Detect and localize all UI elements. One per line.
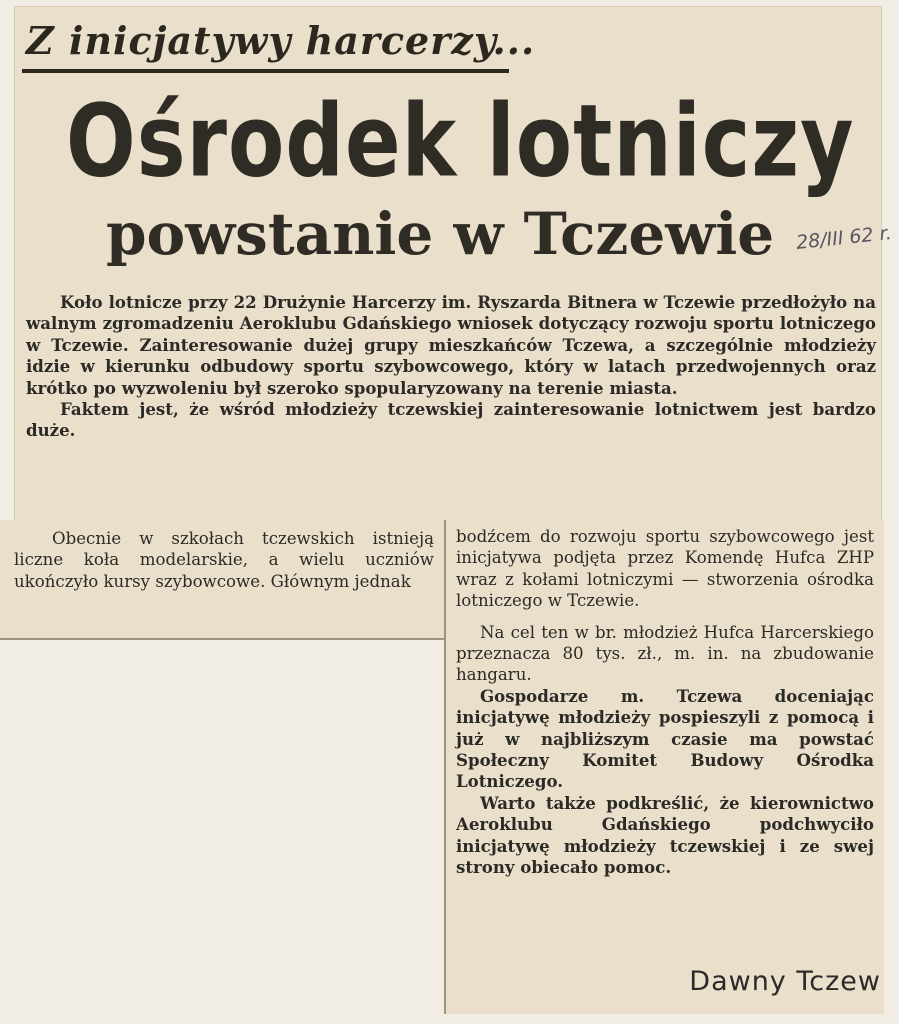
- article-column-left: [14, 528, 434, 592]
- watermark-text: Dawny Tczew: [689, 966, 881, 997]
- article-lead: [26, 292, 876, 442]
- column-right-paragraph: Gospodarze m. Tczewa doceniając inicjatywę młodzieży pospieszyli z pomocą i już w najbliższym czasie ma powstać Społeczny Komitet Budowy Ośrodka Lotniczego.: [456, 685, 874, 792]
- column-right-paragraph: Na cel ten w br. młodzież Hufca Harcerskiego przeznacza 80 tys. zł., m. in. na zbudowanie hangaru.: [456, 622, 874, 685]
- column-left-paragraph: Obecnie w szkołach tczewskich istnieją liczne koła modelarskie, a wielu uczniów ukończyło kursy szybowcowe. Głównym jednak: [14, 529, 434, 591]
- handwritten-date-note: 28/III 62 r.: [795, 222, 893, 254]
- article-column-right: [456, 526, 874, 879]
- article-headline: Ośrodek lotniczy: [66, 84, 855, 200]
- kicker-underline: [22, 69, 509, 73]
- article-subheadline: powstanie w Tczewie: [106, 200, 775, 268]
- lead-paragraph: Faktem jest, że wśród młodzieży tczewskiej zainteresowanie lotnictwem jest bardzo duże.: [26, 399, 876, 441]
- column-right-paragraph: Warto także podkreślić, że kierownictwo Aeroklubu Gdańskiego podchwyciło inicjatywę młodzieży tczewskiej i ze swej strony obiecało pomoc.: [456, 792, 874, 878]
- article-kicker: Z inicjatywy harcerzy...: [26, 18, 536, 63]
- lead-paragraph: Koło lotnicze przy 22 Drużynie Harcerzy im. Ryszarda Bitnera w Tczewie przedłożyło na walnym zgromadzeniu Aeroklubu Gdańskiego wniosek dotyczący rozwoju sportu lotniczego w Tczewie. Zainteresowanie dużej grupy mieszkańców Tczewa, a szczególnie młodzieży idzie w kierunku odbudowy sportu szybowcowego, który w latach przedwojennych oraz krótko po wyzwoleniu był szeroko spopularyzowany na terenie miasta.: [26, 292, 876, 398]
- column-right-paragraph: bodźcem do rozwoju sportu szybowcowego jest inicjatywa podjęta przez Komendę Hufca ZHP wraz z kołami lotniczymi — stworzenia ośrodka lotniczego w Tczewie.: [456, 527, 874, 611]
